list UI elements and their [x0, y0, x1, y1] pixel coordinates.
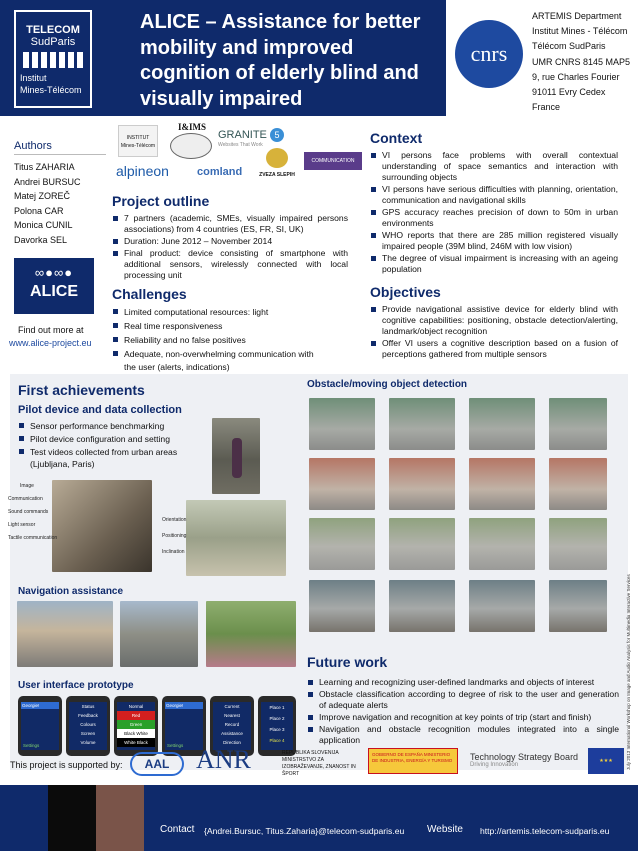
authors-divider	[14, 154, 106, 155]
phone-settings: Settings	[167, 743, 184, 748]
phone-screen	[69, 702, 107, 750]
phone-settings: Settings	[23, 743, 40, 748]
future-work-list	[307, 677, 619, 747]
pilot-heading: Pilot device and data collection	[18, 404, 182, 416]
light-sensor-label: Light sensor	[8, 522, 36, 528]
institut-logo: INSTITUT Mines-Télécom	[118, 125, 158, 157]
person-figure	[232, 438, 242, 478]
obstacle-frame	[469, 458, 535, 510]
navigation-photo	[206, 601, 296, 667]
find-more-text: Find out more at	[18, 325, 84, 335]
orientation-label: Orientation	[162, 517, 187, 523]
cnrs-logo: cnrs	[455, 20, 523, 88]
contact-label: Contact	[160, 824, 195, 835]
menu-item[interactable]: Place 2	[269, 716, 285, 721]
list-item: Reliability and no false positives	[112, 334, 322, 347]
tsb-subtitle: Driving Innovation	[470, 762, 519, 768]
alpineon-logo: alpineon	[116, 163, 169, 179]
address-block	[532, 9, 630, 115]
website-label: Website	[427, 824, 463, 835]
menu-item[interactable]: Place 4	[269, 738, 285, 743]
obstacle-grid	[309, 398, 609, 634]
project-outline-list	[112, 213, 348, 282]
objectives-heading: Objectives	[370, 284, 441, 300]
address-line: Institut Mines - Télécom	[532, 26, 628, 37]
author-name: Matej ZOREČ	[14, 191, 71, 201]
side-note: July 2013 International Workshop on Image and Audio Analysis for Multimedia Interactive Services	[626, 574, 631, 770]
logo-line1: TELECOM	[26, 24, 80, 36]
zveza-emblem	[266, 148, 288, 168]
address-line: France	[532, 102, 561, 113]
menu-item[interactable]: Feedback	[78, 713, 98, 718]
phone-mockups	[18, 696, 296, 756]
logo-line4: Mines-Télécom	[20, 85, 82, 95]
tsb-logo	[470, 752, 578, 768]
list-item: Test videos collected from urban areas (Ljubljana, Paris)	[18, 446, 208, 470]
address-line: ARTEMIS Department	[532, 11, 622, 21]
list-item: Improve navigation and recognition at key points of trip (start and finish)	[307, 712, 619, 723]
challenges-list	[112, 306, 322, 375]
menu-item[interactable]: Assistance	[221, 731, 243, 736]
granite-logo	[218, 128, 284, 148]
phone-screen	[21, 702, 59, 750]
granite-number: 5	[270, 128, 284, 142]
list-item: 7 partners (academic, SMEs, visually impaired persons associations) from 4 countries (ES, FR, SI, UK)	[112, 213, 348, 235]
list-item: Offer VI users a cognitive description based on a fusion of perceptions gathered from multiple sensors	[370, 338, 618, 360]
address-line: UMR CNRS 8145 MAP5	[532, 56, 631, 67]
zveza-text: ZVEZA SLEPIH	[259, 172, 295, 178]
zveza-logo	[258, 148, 296, 190]
navigation-photo	[120, 601, 198, 667]
pilot-man-photo	[52, 480, 152, 572]
menu-item[interactable]: Record	[224, 722, 240, 727]
alice-logo-mark: ∞●∞●	[34, 265, 74, 280]
list-item: Real time responsiveness	[112, 320, 322, 333]
alice-logo	[14, 258, 94, 314]
phone	[258, 696, 296, 756]
poster-title: ALICE – Assistance for better mobility and improved cognition of elderly blind and visually impaired	[140, 11, 421, 110]
obstacle-frame	[549, 580, 607, 632]
menu-item[interactable]: Normal	[128, 704, 144, 709]
menu-item[interactable]: Volume	[80, 740, 96, 745]
phone	[18, 696, 62, 756]
phone-screen	[117, 702, 155, 750]
list-item: Duration: June 2012 – November 2014	[112, 236, 348, 247]
list-item: Pilot device configuration and setting	[18, 433, 208, 445]
obstacle-heading: Obstacle/moving object detection	[307, 379, 468, 390]
logo-line3: Institut	[20, 73, 47, 83]
obstacle-frame	[309, 398, 375, 450]
ui-prototype-heading: User interface prototype	[18, 680, 134, 691]
context-list	[370, 150, 618, 276]
obstacle-frame	[549, 398, 607, 450]
spain-logo: GOBIERNO DE ESPAÑA MINISTERIO DE INDUSTRIA, ENERGÍA Y TURISMO	[368, 748, 458, 774]
menu-item[interactable]: Status	[81, 704, 95, 709]
logo-mark	[23, 52, 83, 68]
pilot-list	[18, 420, 208, 471]
menu-item[interactable]: Black White	[117, 729, 155, 738]
globe-icon	[170, 133, 212, 159]
alice-logo-text: ALICE	[30, 283, 78, 300]
navigation-heading: Navigation assistance	[18, 586, 124, 597]
phone-screen	[261, 702, 293, 750]
list-item: WHO reports that there are 285 million registered visually impaired people (39M blind, 246M with low vision)	[370, 230, 618, 252]
objectives-list	[370, 304, 618, 361]
address-line: 91011 Evry Cedex	[532, 87, 606, 98]
pilot-cane-photo	[186, 500, 286, 576]
menu-item[interactable]: Red	[117, 711, 155, 720]
obstacle-frame	[469, 398, 535, 450]
communication-logo: COMMUNICATION	[304, 152, 362, 170]
list-item: Navigation and obstacle recognition modules integrated into a single application	[307, 724, 619, 746]
obstacle-frame	[549, 518, 607, 570]
phone-screen	[213, 702, 251, 750]
author-name: Polona CAR	[14, 205, 64, 216]
menu-item[interactable]: Nearest	[224, 713, 240, 718]
obstacle-frame	[309, 580, 375, 632]
menu-item[interactable]: Place 1	[269, 705, 285, 710]
obstacle-frame	[309, 518, 375, 570]
obstacle-frame	[389, 398, 455, 450]
sound-commands-label: Sound commands	[8, 509, 49, 515]
footer-brown-square	[96, 785, 144, 851]
phone-title: Georgie!	[165, 702, 203, 709]
pilot-woman-photo	[212, 418, 260, 494]
obstacle-frame	[469, 518, 535, 570]
navigation-photo	[17, 601, 113, 667]
list-item: Provide navigational assistive device for elderly blind with cognitive capabilities: positioning, obstacle detection/alerting, landmark/object recognition	[370, 304, 618, 337]
aal-logo: AAL	[130, 752, 184, 776]
anr-logo: ANR	[196, 745, 251, 774]
image-sensor-label: Image	[20, 483, 34, 489]
positioning-label: Positioning	[162, 533, 187, 539]
author-name: Titus ZAHARIA	[14, 162, 75, 172]
obstacle-frame	[469, 580, 535, 632]
authors-heading: Authors	[14, 140, 52, 152]
obstacle-frame	[389, 518, 455, 570]
obstacle-frame	[389, 458, 455, 510]
menu-item[interactable]: Colours	[80, 722, 96, 727]
menu-item[interactable]: Direction	[223, 740, 241, 745]
phone-screen	[165, 702, 203, 750]
author-name: Andrei BURSUC	[14, 176, 81, 187]
list-item: Sensor performance benchmarking	[18, 420, 208, 432]
menu-item[interactable]: Green	[117, 720, 155, 729]
project-link[interactable]: www.alice-project.eu	[9, 338, 92, 348]
list-item: Obstacle classification according to degree of risk to the user and generation of adequate alerts	[307, 689, 619, 711]
menu-item[interactable]: Screen	[80, 731, 96, 736]
support-label: This project is supported by:	[10, 760, 123, 770]
context-heading: Context	[370, 130, 423, 146]
logo-line2: SudParis	[30, 36, 76, 48]
first-achievements-heading: First achievements	[18, 382, 145, 398]
phone-title: Georgie!	[21, 702, 59, 709]
phone	[66, 696, 110, 756]
project-outline-heading: Project outline	[112, 193, 210, 209]
menu-item[interactable]: Current	[224, 704, 240, 709]
eu-flag-icon: ★★★	[588, 748, 624, 774]
communication-label: Communication	[8, 496, 43, 502]
sensor-labels-right	[162, 512, 186, 560]
telecom-logo	[14, 10, 92, 108]
comland-logo: comland	[197, 166, 243, 178]
author-list	[14, 160, 81, 247]
list-item: VI persons face problems with overall contextual understanding of space semantics and interaction with surrounding objects	[370, 150, 618, 183]
slovenia-logo: REPUBLIKA SLOVENIJA MINISTRSTVO ZA IZOBRAŽEVANJE, ZNANOST IN ŠPORT	[282, 750, 356, 777]
list-item: Adequate, non-overwhelming communication with the user (alerts, indications)	[112, 348, 322, 374]
list-item: GPS accuracy reaches precision of down to 50m in urban environments	[370, 207, 618, 229]
obstacle-frame	[389, 580, 455, 632]
website-link[interactable]: http://artemis.telecom-sudparis.eu	[480, 826, 610, 836]
footer-black-square	[48, 785, 96, 851]
inclination-label: Inclination	[162, 549, 185, 555]
address-line: 9, rue Charles Fourier	[532, 71, 620, 82]
tactile-label: Tactile communication	[8, 535, 58, 541]
sensor-labels-left	[8, 480, 57, 545]
menu-item[interactable]: White Black	[117, 738, 155, 747]
granite-tagline: Websites That Work	[218, 142, 263, 148]
author-name: Davorka SEL	[14, 234, 68, 245]
address-line: Télécom SudParis	[532, 41, 606, 52]
phone	[114, 696, 158, 756]
list-item: Final product: device consisting of smartphone with additional sensors, wirelessly connected with local processing unit	[112, 248, 348, 281]
obstacle-frame	[549, 458, 607, 510]
contact-email[interactable]: {Andrei.Bursuc, Titus.Zaharia}@telecom-sudparis.eu	[204, 826, 405, 836]
list-item: Learning and recognizing user-defined landmarks and objects of interest	[307, 677, 619, 688]
author-name: Monica CUNIL	[14, 220, 73, 230]
menu-item[interactable]: Place 3	[269, 727, 285, 732]
ieims-logo: I&IMS	[178, 122, 207, 132]
list-item: Limited computational resources: light	[112, 306, 322, 319]
granite-text: GRANITE	[218, 129, 267, 141]
challenges-heading: Challenges	[112, 286, 187, 302]
tsb-title: Technology Strategy Board	[470, 752, 579, 762]
list-item: VI persons have serious difficulties with planning, orientation, communication and navigational skills	[370, 184, 618, 206]
list-item: The degree of visual impairment is increasing with an ageing population	[370, 253, 618, 275]
future-work-heading: Future work	[307, 654, 388, 670]
obstacle-frame	[309, 458, 375, 510]
